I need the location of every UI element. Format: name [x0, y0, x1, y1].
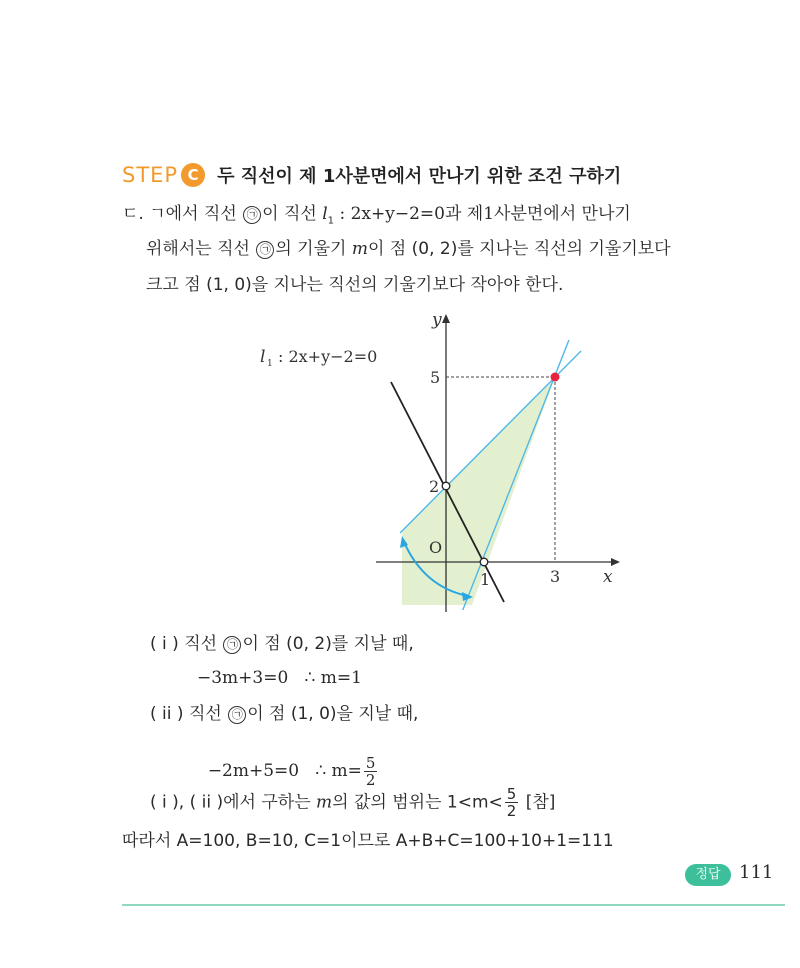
step-badge: C — [181, 163, 205, 187]
circle-mark-icon: ㉠ — [256, 241, 274, 259]
case-1-line — [150, 633, 414, 655]
l1-label-name: l — [260, 347, 266, 367]
step-label: STEP — [122, 163, 179, 187]
coordinate-graph — [240, 300, 640, 620]
final-line: 따라서 A=100, B=10, C=1이므로 A+B+C=100+10+1=111 — [122, 831, 614, 851]
fraction-den: 2 — [506, 802, 517, 820]
fraction-num: 5 — [365, 754, 376, 772]
circle-mark-icon: ㉠ — [223, 636, 241, 654]
circle-mark-icon: ㉠ — [243, 206, 261, 224]
line-name: l — [322, 204, 328, 224]
slope-var: m — [351, 239, 368, 259]
case-text: 직선 — [188, 704, 222, 724]
case-text: 이 점 (1, 0)을 지날 때, — [247, 704, 419, 724]
tick-x-3: 3 — [550, 567, 561, 586]
tick-x-1: 1 — [480, 570, 491, 589]
tick-y-5: 5 — [430, 368, 441, 387]
fraction-den: 2 — [365, 771, 376, 789]
x-axis-label: x — [603, 567, 613, 587]
case-2-equation — [197, 733, 379, 788]
l1-label-eq: : 2x+y−2=0 — [278, 347, 378, 366]
x-axis-arrow-icon — [611, 558, 620, 566]
y-axis-arrow-icon — [442, 314, 450, 323]
intro-text: ㄱ에서 직선 — [149, 204, 237, 224]
line-sub: 1 — [327, 215, 335, 227]
intersection-point — [551, 373, 560, 382]
answer-badge: 정답 — [685, 864, 731, 886]
fraction — [505, 786, 519, 819]
tick-y-2: 2 — [429, 477, 440, 496]
verdict: [참] — [525, 792, 556, 813]
case-2-eq-text: −2m+5=0 ∴ m= — [207, 761, 362, 781]
intro-line-1 — [122, 203, 631, 232]
case-text: 이 점 (0, 2)를 지날 때, — [242, 634, 414, 654]
intro-text: : 2x+y−2=0과 제1사분면에서 만나기 — [339, 204, 631, 224]
origin-label: O — [429, 538, 443, 557]
item-marker: ㄷ. — [122, 204, 144, 224]
conclusion-text: 의 값의 범위는 1<m< — [332, 792, 503, 813]
intro-line-3: 크고 점 (1, 0)을 지나는 직선의 기울기보다 작아야 한다. — [146, 275, 564, 295]
page-number: 111 — [739, 862, 774, 883]
circle-mark-icon: ㉠ — [228, 706, 246, 724]
intro-line-2 — [146, 238, 671, 260]
m-var: m — [316, 792, 333, 813]
case-1-label: ( i ) — [150, 634, 179, 654]
intro-text: 이 직선 — [262, 204, 317, 224]
step-title: 두 직선이 제 1사분면에서 만나기 위한 조건 구하기 — [217, 166, 622, 187]
case-2-label: ( ii ) — [150, 704, 184, 724]
conclusion-line — [150, 786, 555, 819]
intro-text: 위해서는 직선 — [146, 239, 250, 259]
open-point-0-2 — [442, 482, 450, 490]
intro-text: 의 기울기 — [275, 239, 347, 259]
open-point-1-0 — [480, 558, 488, 566]
l1-label-sub: 1 — [267, 359, 273, 369]
case-2-line — [150, 703, 418, 725]
step-header — [122, 160, 621, 190]
case-1-equation: −3m+3=0 ∴ m=1 — [197, 668, 362, 688]
footer-divider — [122, 904, 785, 906]
intro-text: 이 점 (0, 2)를 지나는 직선의 기울기보다 — [367, 239, 671, 259]
conclusion-text: ( i ), ( ii )에서 구하는 — [150, 792, 311, 813]
fraction — [364, 755, 378, 788]
y-axis-label: y — [432, 310, 442, 330]
fraction-num: 5 — [506, 785, 517, 803]
case-text: 직선 — [184, 634, 218, 654]
